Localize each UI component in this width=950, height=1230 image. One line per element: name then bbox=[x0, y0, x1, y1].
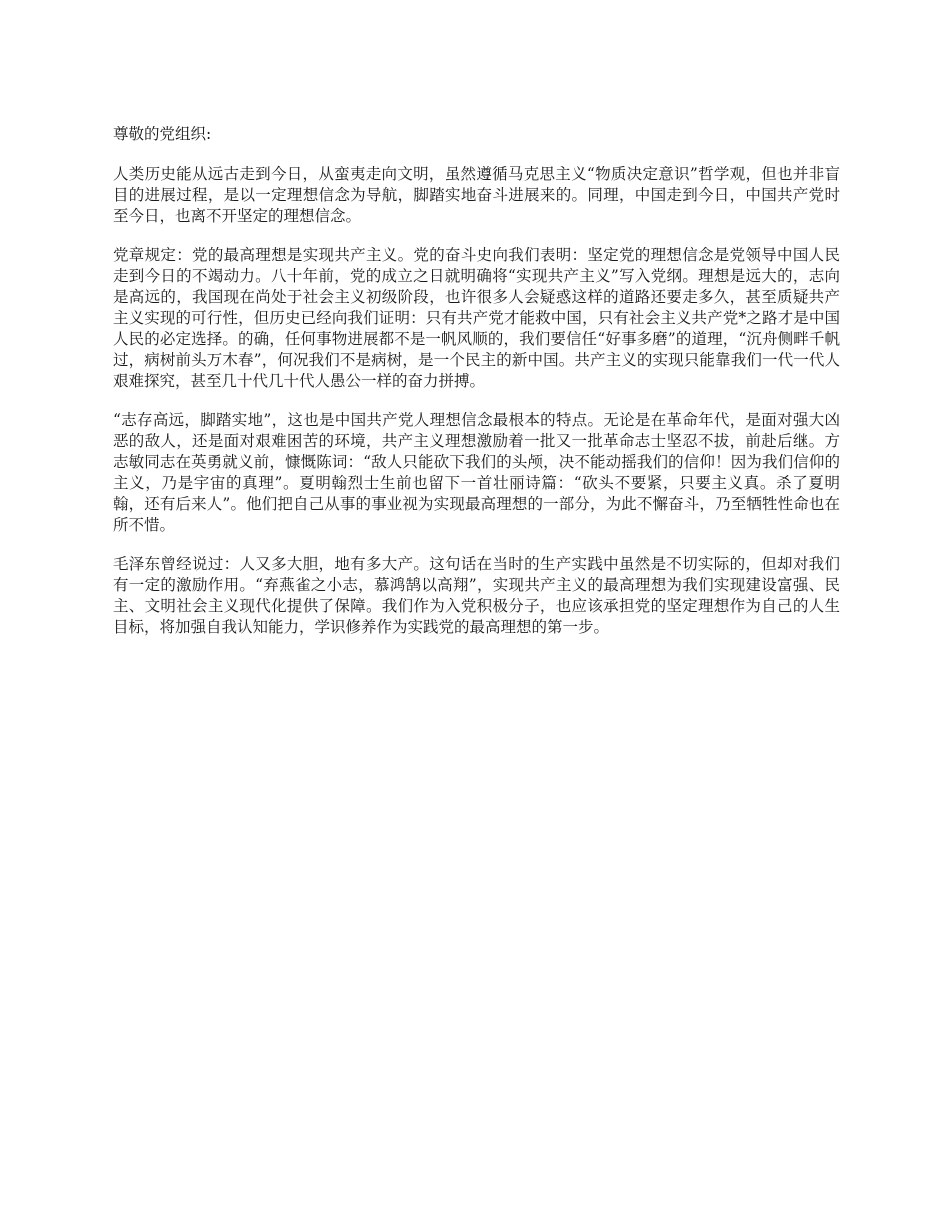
paragraph-3: “志存高远，脚踏实地”，这也是中国共产党人理想信念最根本的特点。无论是在革命年代，是面对强大凶恶的敌人，还是面对艰难困苦的环境，共产主义理想激励着一批又一批革命志士坚忍不拔，前赴后继。方志敏同志在英勇就义前，慷慨陈词：“敌人只能砍下我们的头颅，决不能动摇我们的信仰！因为我们信仰的主义，乃是宇宙的真理”。夏明翰烈士生前也留下一首壮丽诗篇：“砍头不要紧，只要主义真。杀了夏明翰，还有后来人”。他们把自己从事的事业视为实现最高理想的一部分，为此不懈奋斗，乃至牺牲性命也在所不惜。 bbox=[113, 411, 840, 534]
salutation: 尊敬的党组织: bbox=[113, 125, 212, 143]
paragraph-4: 毛泽东曾经说过：人又多大胆，地有多大产。这句话在当时的生产实践中虽然是不切实际的，但却对我们有一定的激励作用。“弃燕雀之小志，慕鸿鹄以高翔”，实现共产主义的最高理想为我们实现建设富强、民主、文明社会主义现代化提供了保障。我们作为入党积极分子，也应该承担党的坚定理想作为自己的人生目标，将加强自我认知能力，学识修养作为实践党的最高理想的第一步。 bbox=[113, 555, 840, 636]
paragraph-1: 人类历史能从远古走到今日，从蛮夷走向文明，虽然遵循马克思主义“物质决定意识”哲学观，但也并非盲目的进展过程，是以一定理想信念为导航，脚踏实地奋斗进展来的。同理，中国走到今日，中国共产党时至今日，也离不开坚定的理想信念。 bbox=[113, 165, 840, 225]
document-body bbox=[113, 124, 840, 656]
paragraph-2: 党章规定：党的最高理想是实现共产主义。党的奋斗史向我们表明：坚定党的理想信念是党领导中国人民走到今日的不竭动力。八十年前，党的成立之日就明确将“实现共产主义”写入党纲。理想是远大的，志向是高远的，我国现在尚处于社会主义初级阶段，也许很多人会疑惑这样的道路还要走多久，甚至质疑共产主义实现的可行性，但历史已经向我们证明：只有共产党才能救中国，只有社会主义共产党*之路才是中国人民的必定选择。的确，任何事物进展都不是一帆风顺的，我们要信任“好事多磨”的道理，“沉舟侧畔千帆过，病树前头万木春”，何况我们不是病树，是一个民主的新中国。共产主义的实现只能靠我们一代一代人艰难探究，甚至几十代几十代人愚公一样的奋力拼搏。 bbox=[113, 246, 840, 390]
